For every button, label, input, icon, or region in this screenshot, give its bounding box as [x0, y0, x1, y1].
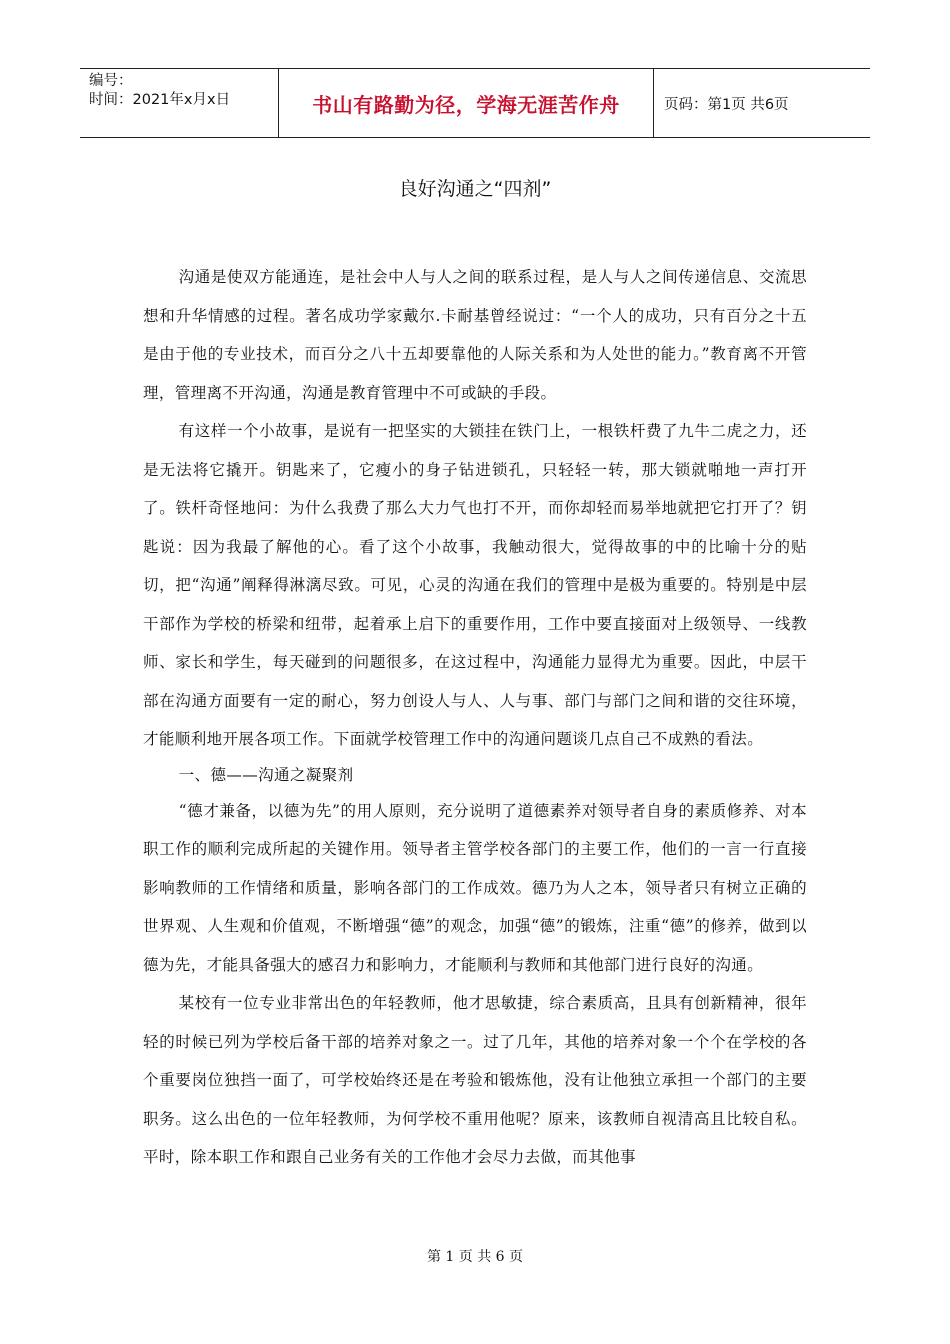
paragraph-story: 有这样一个小故事，是说有一把坚实的大锁挂在铁门上，一根铁杆费了九牛二虎之力，还是无法将它撬开。钥匙来了，它瘦小的身子钻进锁孔，只轻轻一转，那大锁就啪地一声打开了。铁杆奇怪地问：为什么我费了那么大力气也打不开，而你却轻而易举地就把它打开了？钥匙说：因为我最了解他的心。看了这个小故事，我触动很大，觉得故事的中的比喻十分的贴切，把“沟通”阐释得淋漓尽致。可见，心灵的沟通在我们的管理中是极为重要的。特别是中层干部作为学校的桥梁和纽带，起着承上启下的重要作用，工作中要直接面对上级领导、一线教师、家长和学生，每天碰到的问题很多，在这过程中，沟通能力显得尤为重要。因此，中层干部在沟通方面要有一定的耐心，努力创设人与人、人与事、部门与部门之间和谐的交往环境，才能顺利地开展各项工作。下面就学校管理工作中的沟通问题谈几点自己不成熟的看法。: [143, 422, 807, 748]
header-page-info: 页码：第1页 共6页: [664, 96, 789, 113]
document-title: 良好沟通之“四剂”: [398, 178, 552, 200]
document-header: [80, 68, 870, 138]
paragraph-intro: 沟通是使双方能通连，是社会中人与人之间的联系过程，是人与人之间传递信息、交流思想和升华情感的过程。著名成功学家戴尔.卡耐基曾经说过：“一个人的成功，只有百分之十五是由于他的专业技术，而百分之八十五却要靠他的人际关系和为人处世的能力。”教育离不开管理，管理离不开沟通，沟通是教育管理中不可或缺的手段。: [143, 268, 807, 402]
document-number-label: 编号：: [89, 73, 133, 89]
page-footer: 第 1 页 共 6 页: [426, 1249, 524, 1265]
document-body: [143, 258, 807, 1177]
paragraph-virtue: “德才兼备，以德为先”的用人原则，充分说明了道德素养对领导者自身的素质修养、对本职工作的顺利完成所起的关键作用。领导者主管学校各部门的主要工作，他们的一言一行直接影响教师的工作情绪和质量，影响各部门的工作成效。德乃为人之本，领导者只有树立正确的世界观、人生观和价值观，不断增强“德”的观念，加强“德”的锻炼，注重“德”的修养，做到以德为先，才能具备强大的感召力和影响力，才能顺利与教师和其他部门进行良好的沟通。: [143, 801, 807, 974]
paragraph-example: 某校有一位专业非常出色的年轻教师，他才思敏捷，综合素质高，且具有创新精神，很年轻的时候已列为学校后备干部的培养对象之一。过了几年，其他的培养对象一个个在学校的各个重要岗位独挡一面了，可学校始终还是在考验和锻炼他，没有让他独立承担一个部门的主要职务。这么出色的一位年轻教师，为何学校不重用他呢？原来，该教师自视清高且比较自私。平时，除本职工作和跟自己业务有关的工作他才会尽力去做，而其他事: [143, 994, 807, 1166]
header-meta-cell: [80, 69, 279, 137]
section-heading: 一、德——沟通之凝聚剂: [178, 765, 354, 784]
document-time-label: 时间：2021年x月x日: [89, 92, 231, 108]
header-motto: 书山有路勤为径，学海无涯苦作舟: [279, 69, 654, 137]
